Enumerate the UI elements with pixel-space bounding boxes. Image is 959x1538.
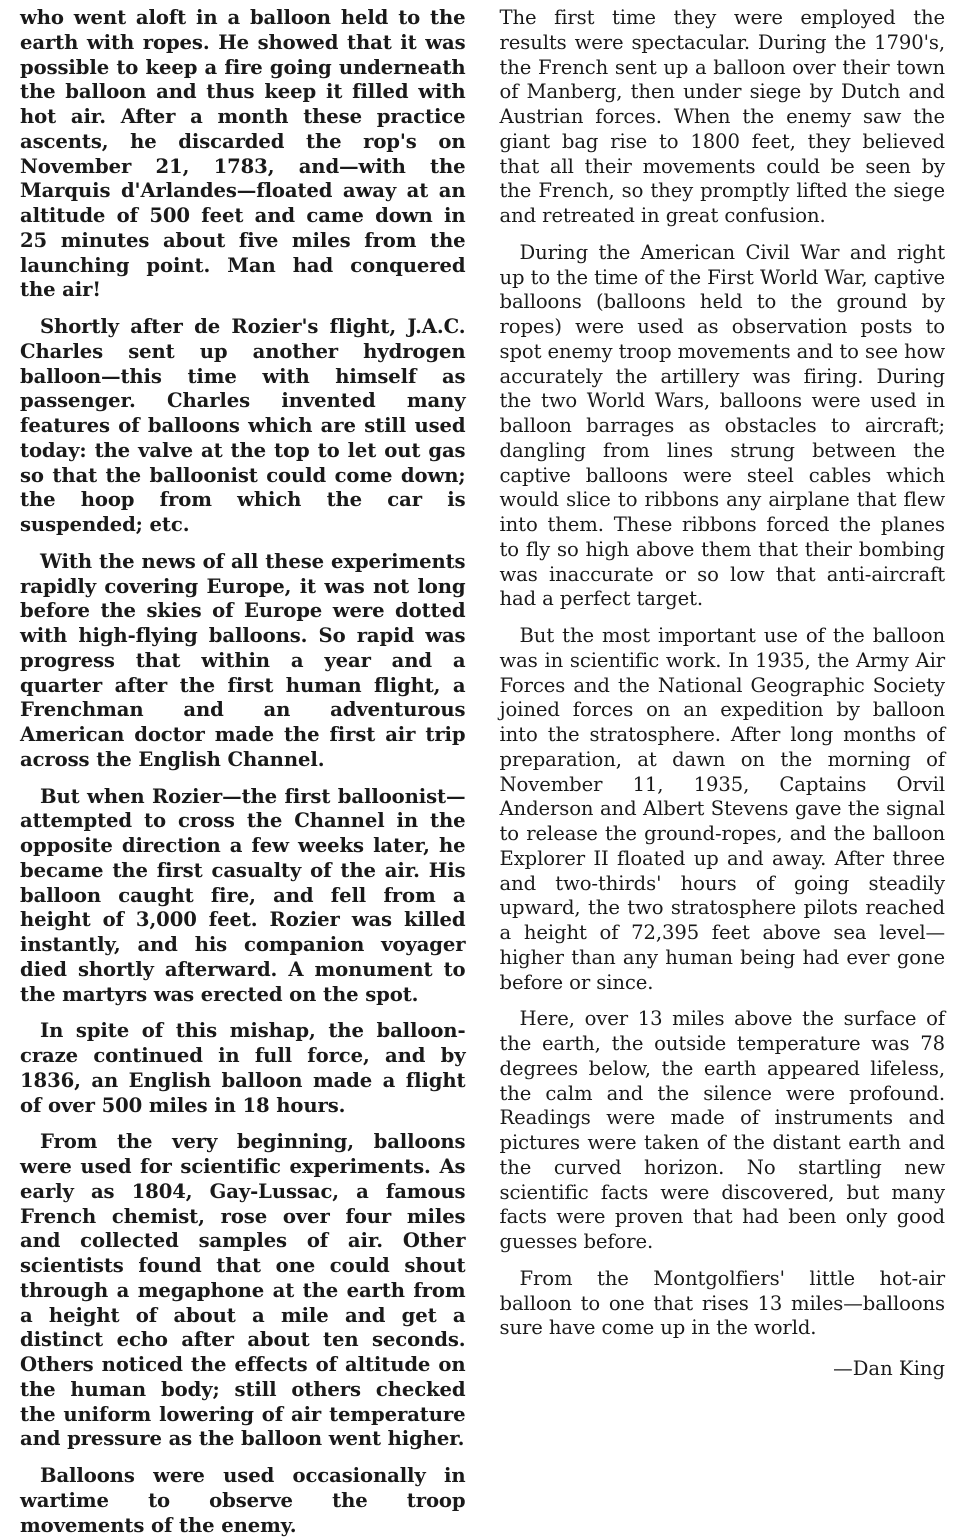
paragraph: Balloons were used occasionally in wartime to observe the troop movements of the enemy. — [20, 1464, 466, 1537]
paragraph: From the very beginning, balloons were used for scientific experiments. As early as 1804, Gay-Lussac, a famous French chemist, rose over four miles and collected samples of air. Other scientists found that one could shout through a megaphone at the earth from a height of about a mile and get a distinct echo after about ten seconds. Others noticed the effects of altitude on the human body; still others checked the uniform lowering of air temperature and pressure as the balloon went higher. — [20, 1130, 466, 1451]
paragraph: From the Montgolfiers' little hot-air balloon to one that rises 13 miles—balloons sure have come up in the world. — [499, 1266, 945, 1340]
right-column — [499, 6, 946, 1380]
paragraph: During the American Civil War and right up to the time of the First World War, captive balloons (balloons held to the ground by ropes) were used as observation posts to spot enemy troop movements and to see how accurately the artillery was firing. During the two World Wars, balloons were used in balloon barrages as obstacles to aircraft; dangling from lines strung between the captive balloons were steel cables which would slice to ribbons any airplane that flew into them. These ribbons forced the planes to fly so high above them that their bombing was inaccurate or so low that anti-aircraft had a perfect target. — [499, 240, 945, 611]
paragraph: who went aloft in a balloon held to the earth with ropes. He showed that it was possible to keep a fire going underneath the balloon and thus keep it filled with hot air. After a month these practice ascents, he discarded the rop's on November 21, 1783, and—with the Marquis d'Arlandes—floated away at an altitude of 500 feet and came down in 25 minutes about five miles from the launching point. Man had conquered the air! — [20, 6, 466, 302]
paragraph: The first time they were employed the results were spectacular. During the 1790's, the French sent up a balloon over their town of Manberg, then under siege by Dutch and Austrian forces. When the enemy saw the giant bag rise to 1800 feet, they believed that all their movements could be seen by the French, so they promptly lifted the siege and retreated in great confusion. — [499, 6, 945, 227]
paragraph: With the news of all these experiments rapidly covering Europe, it was not long before the skies of Europe were dotted with high-flying balloons. So rapid was progress that within a year and a quarter after the first human flight, a Frenchman and an adventurous American doctor made the first air trip across the English Channel. — [20, 549, 466, 771]
left-column — [20, 6, 466, 1537]
paragraph: In spite of this mishap, the balloon-craze continued in full force, and by 1836, an English balloon made a flight of over 500 miles in 18 hours. — [20, 1019, 466, 1117]
paragraph: Here, over 13 miles above the surface of the earth, the outside temperature was 78 degrees below, the earth appeared lifeless, the calm and the silence were profound. Readings were made of instruments and pictures were taken of the distant earth and the curved horizon. No startling new scientific facts were discovered, but many facts were proven that had been only good guesses before. — [499, 1007, 945, 1253]
paragraph: Shortly after de Rozier's flight, J.A.C. Charles sent up another hydrogen balloon—this time with himself as passenger. Charles invented many features of balloons which are still used today: the valve at the top to let out gas so that the balloonist could come down; the hoop from which the car is suspended; etc. — [20, 315, 466, 536]
paragraph: But when Rozier—the first balloonist—attempted to cross the Channel in the opposite direction a few weeks later, he became the first casualty of the air. His balloon caught fire, and fell from a height of 3,000 feet. Rozier was killed instantly, and his companion voyager died shortly afterward. A monument to the martyrs was erected on the spot. — [20, 784, 466, 1006]
paragraph: But the most important use of the balloon was in scientific work. In 1935, the Army Air Forces and the National Geographic Society joined forces on an expedition by balloon into the stratosphere. After long months of preparation, at dawn on the morning of November 11, 1935, Captains Orvil Anderson and Albert Stevens gave the signal to release the ground-ropes, and the balloon Explorer II floated up and away. After three and two-thirds' hours of going steadily upward, the two stratosphere pilots reached a height of 72,395 feet above sea level—higher than any human being had ever gone before or since. — [499, 624, 945, 994]
author-signature: —Dan King — [833, 1357, 945, 1380]
